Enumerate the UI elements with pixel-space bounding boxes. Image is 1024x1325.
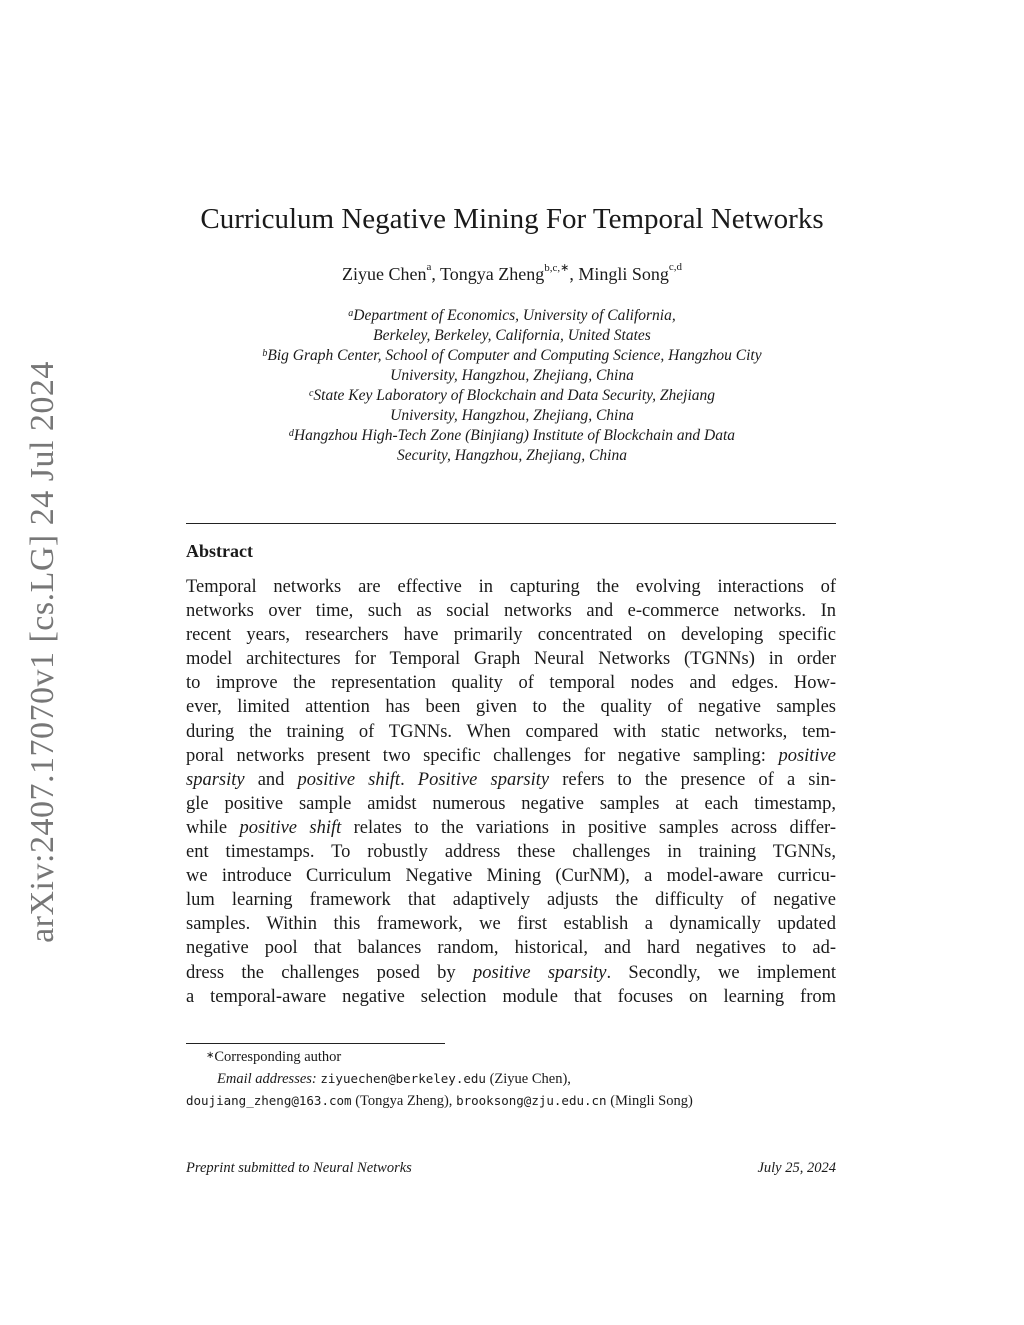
abstract-line: ever, limited attention has been given to the quality of negative samples [186,697,836,718]
abstract-line: negative pool that balances random, historical, and hard negatives to ad- [186,938,836,959]
author-affiliation-marks: c,d [668,261,683,273]
abstract-line: recent years, researchers have primarily concentrated on developing specific [186,625,836,646]
abstract-emphasis: positive sparsity [472,962,607,983]
affiliation-line [0,406,1024,426]
email-label: Email addresses: [217,1071,317,1087]
abstract-heading: Abstract [186,541,253,561]
preprint-date: July 25, 2024 [757,1160,836,1176]
corresponding-text: Corresponding author [214,1049,342,1065]
affiliation-line [0,306,1024,326]
email-link-chen[interactable]: ziyuechen@berkeley.edu [320,1071,486,1086]
affiliation-text: University, Hangzhou, Zhejiang, China [390,367,634,384]
affiliation-mark: a [348,308,354,319]
abstract-line: a temporal-aware negative selection module that focuses on learning from [186,986,836,1007]
abstract-line: sparsity and positive shift. Positive sparsity refers to the presence of a sin- [186,769,837,790]
preprint-note: Preprint submitted to Neural Networks [186,1160,412,1176]
affiliation-mark: b [262,348,268,359]
arxiv-identifier[interactable]: arXiv:2407.17070v1 [cs.LG] 24 Jul 2024 [24,361,61,943]
abstract-line: gle positive sample amidst numerous negative samples at each timestamp, [186,793,836,814]
author-name: Mingli Song [578,264,669,284]
corresponding-mark: ∗ [206,1050,215,1061]
affiliation-text: Hangzhou High-Tech Zone (Binjiang) Institute of Blockchain and Data [293,427,736,444]
author-list [0,261,1024,285]
abstract-line: networks over time, such as social networks and e-commerce networks. In [186,601,836,622]
author-separator: , [431,264,441,284]
author-separator: , [569,264,579,284]
abstract-emphasis: Positive sparsity [417,769,550,790]
affiliation-text: Big Graph Center, School of Computer and Computing Science, Hangzhou City [267,347,762,364]
email-line-2 [186,1090,836,1112]
affiliation-line [0,386,1024,406]
affiliation-line [0,426,1024,446]
affiliation-line [0,346,1024,366]
paper-title: Curriculum Negative Mining For Temporal Networks [200,203,824,235]
footnotes [186,1047,836,1112]
author-name: Ziyue Chen [341,264,427,284]
affiliation-line [0,326,1024,346]
abstract-line: lum learning framework that adaptively adjusts the difficulty of negative [186,890,836,911]
author-affiliation-marks: a [426,261,432,273]
email-line-1 [186,1068,836,1090]
corresponding-author-note [186,1047,836,1068]
abstract-line: ent timestamps. To robustly address these challenges in training TGNNs, [186,842,836,863]
affiliation-text: Berkeley, Berkeley, California, United States [373,327,651,344]
abstract-line: poral networks present two specific challenges for negative sampling: positive [186,745,836,766]
email-owner-song: (Mingli Song) [610,1093,693,1109]
abstract-top-rule [186,523,836,524]
abstract-body [186,575,836,1009]
abstract-emphasis: positive [778,745,836,766]
affiliation-list [0,306,1024,466]
abstract-emphasis: positive shift [297,769,401,790]
affiliation-mark: d [288,428,294,439]
abstract-emphasis: sparsity [186,769,245,790]
email-owner-chen: (Ziyue Chen), [489,1071,571,1087]
abstract-line: we introduce Curriculum Negative Mining (CurNM), a model-aware curricu- [186,866,836,887]
affiliation-text: State Key Laboratory of Blockchain and Data Security, Zhejiang [313,387,716,404]
affiliation-line [0,366,1024,386]
affiliation-text: University, Hangzhou, Zhejiang, China [390,407,634,424]
abstract-line: model architectures for Temporal Graph Neural Networks (TGNNs) in order [186,649,836,670]
abstract-line: samples. Within this framework, we first establish a dynamically updated [186,914,836,935]
abstract-line: during the training of TGNNs. When compared with static networks, tem- [186,721,836,742]
affiliation-text: Department of Economics, University of California, [353,307,676,324]
abstract-line: Temporal networks are effective in capturing the evolving interactions of [186,577,836,597]
email-link-song[interactable]: brooksong@zju.edu.cn [456,1093,607,1108]
affiliation-text: Security, Hangzhou, Zhejiang, China [397,447,627,464]
affiliation-mark: c [308,388,314,399]
email-link-zheng[interactable]: doujiang_zheng@163.com [186,1093,352,1108]
abstract-line: to improve the representation quality of temporal nodes and edges. How- [186,673,836,694]
abstract-emphasis: positive shift [239,817,342,838]
affiliation-line [0,446,1024,466]
abstract-line: dress the challenges posed by positive sparsity. Secondly, we implement [186,962,837,983]
author-affiliation-marks: b,c,∗ [544,262,570,274]
author-name: Tongya Zheng [440,264,545,284]
abstract-line: while positive shift relates to the variations in positive samples across differ- [186,817,837,838]
email-owner-zheng: (Tongya Zheng), [355,1093,453,1109]
footnote-rule [186,1043,445,1044]
